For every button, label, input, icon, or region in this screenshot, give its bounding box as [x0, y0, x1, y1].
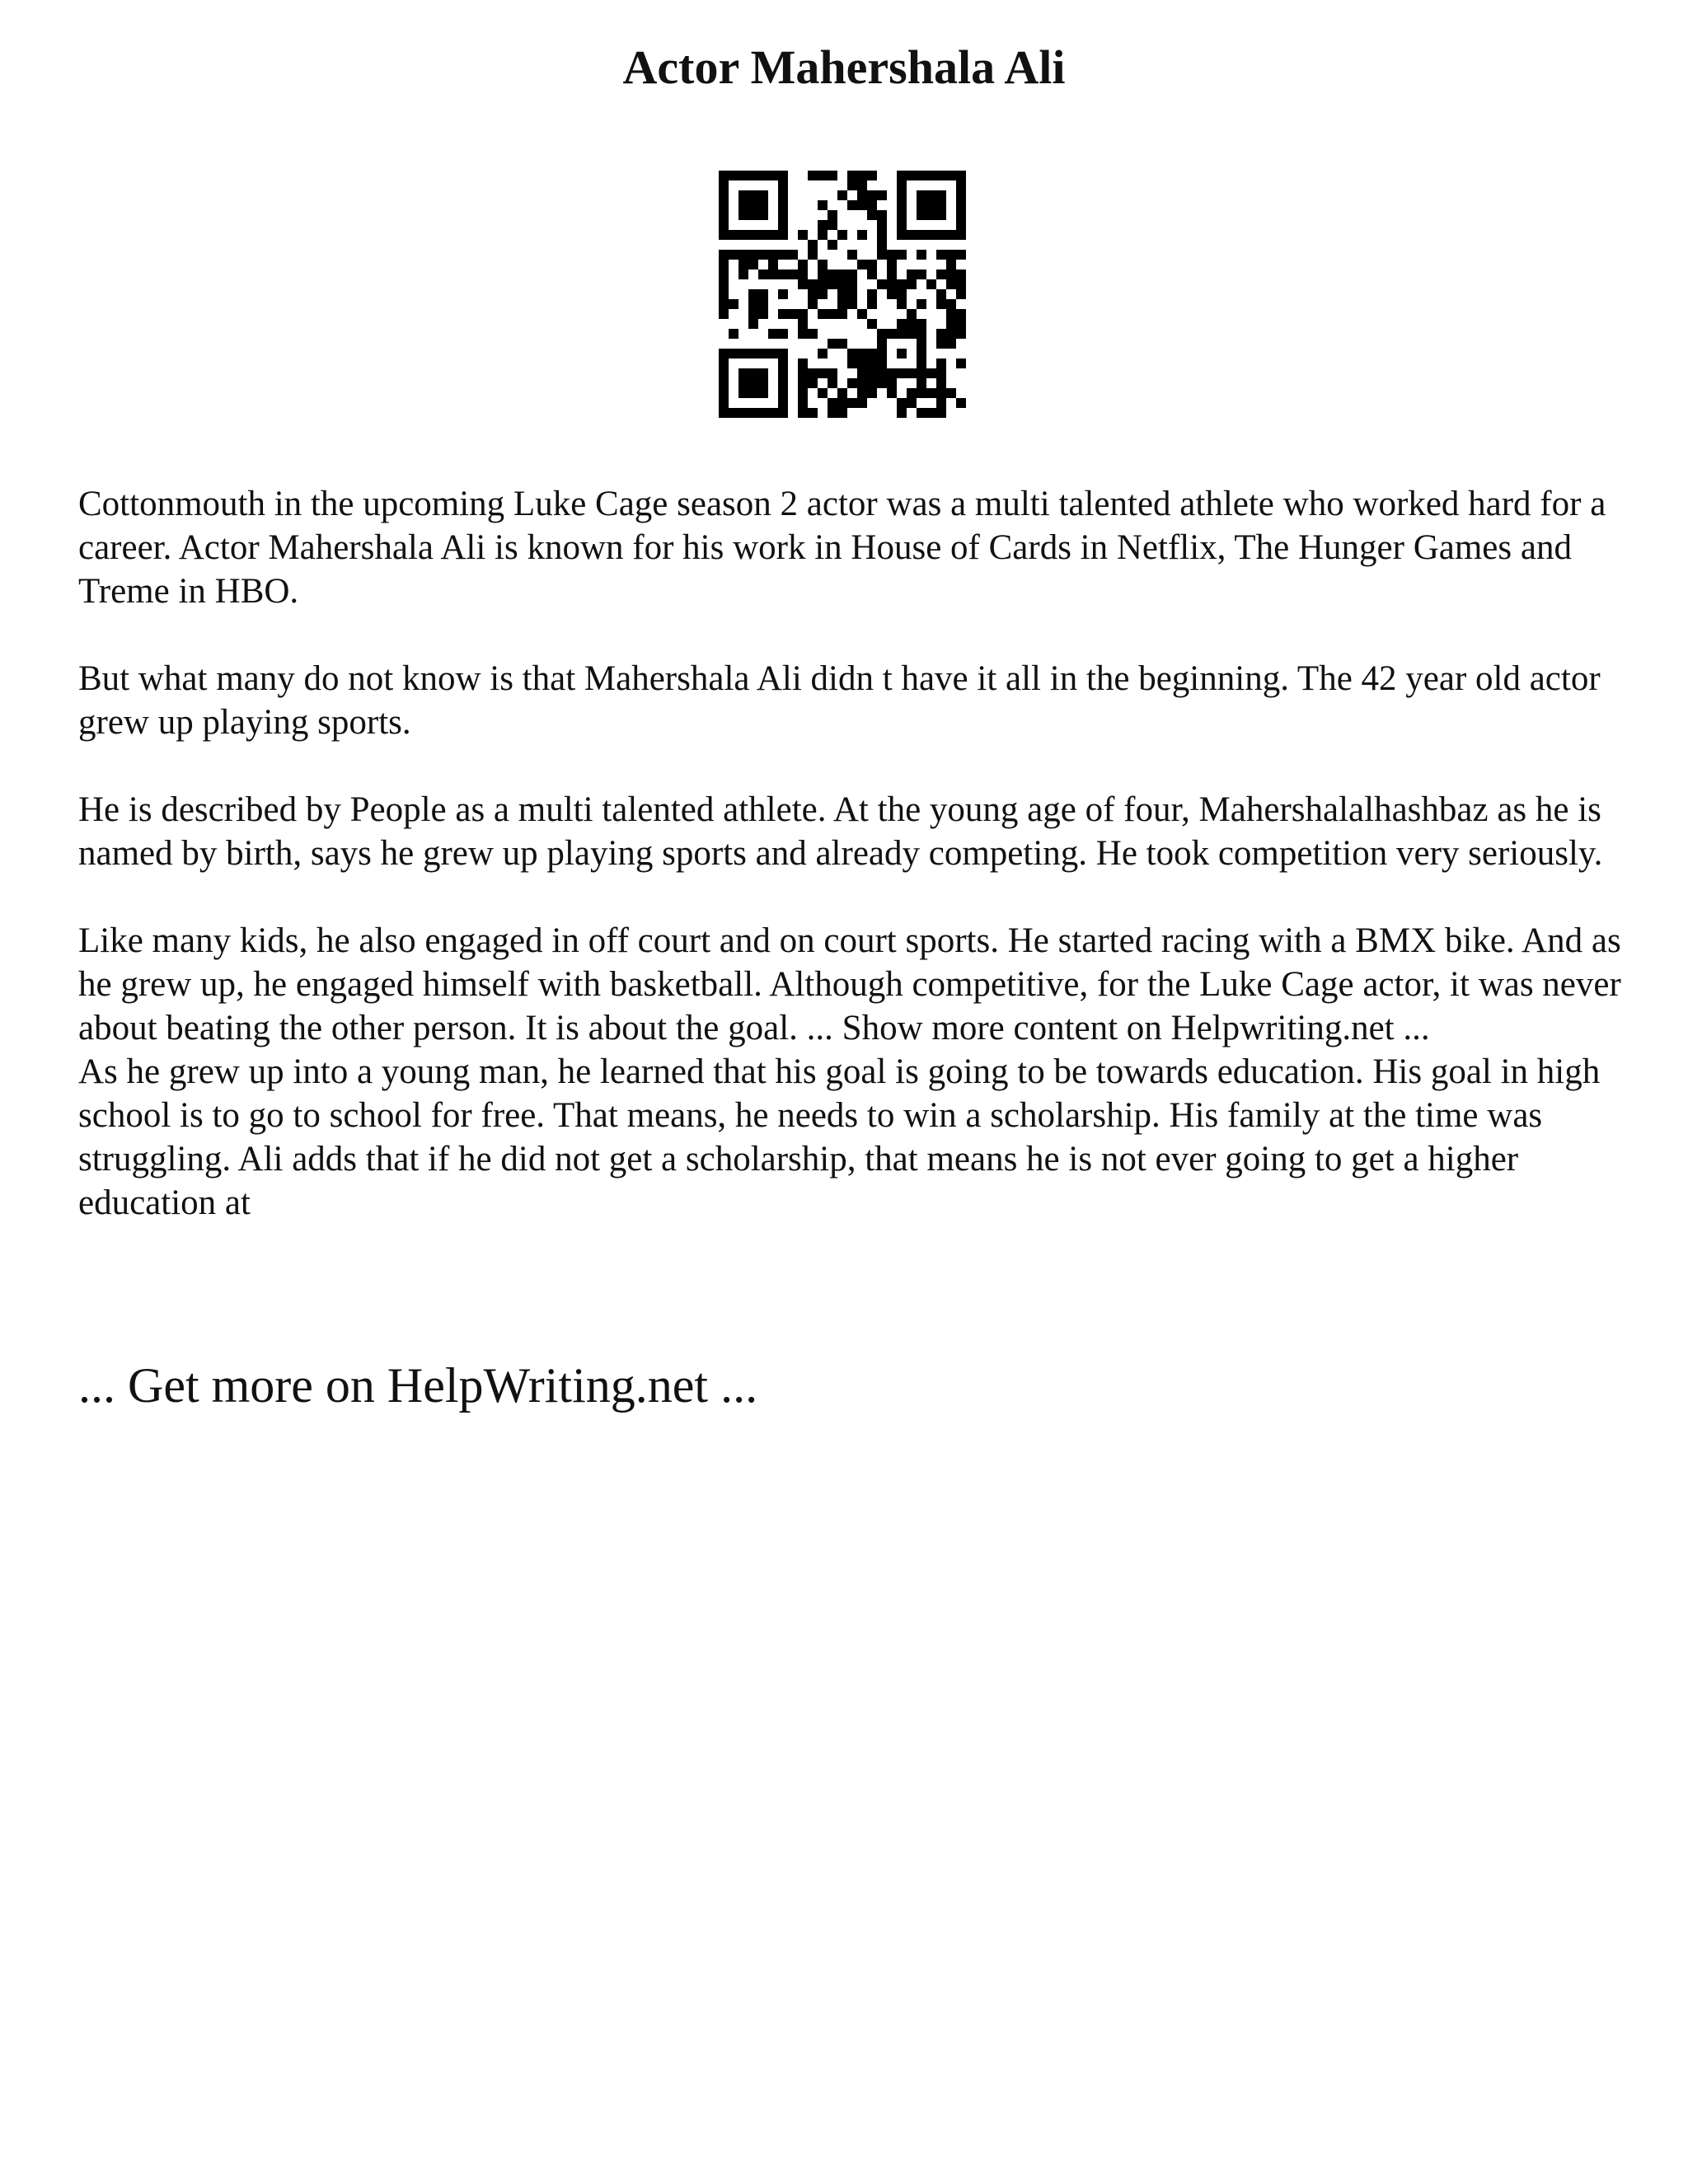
- paragraph-1: Cottonmouth in the upcoming Luke Cage season 2 actor was a multi talented athlete who worked hard for a career. Actor Mahershala Ali is known for his work in House of Cards in Netflix, The Hunger Games and Treme in HBO.: [78, 485, 1606, 611]
- qr-code: [719, 171, 966, 418]
- get-more-link[interactable]: ... Get more on HelpWriting.net ...: [78, 1358, 758, 1413]
- paragraph-2: But what many do not know is that Mahershala Ali didn t have it all in the beginning. The 42 year old actor grew up playing sports.: [78, 659, 1601, 742]
- page-title: Actor Mahershala Ali: [622, 40, 1066, 94]
- paragraph-3: He is described by People as a multi talented athlete. At the young age of four, Mahershalalhashbaz as he is named by birth, says he grew up playing sports and already competing. He took competition very seriously.: [78, 790, 1603, 873]
- article-body: [78, 482, 1628, 1268]
- paragraph-5: As he grew up into a young man, he learned that his goal is going to be towards education. His goal in high school is to go to school for free. That means, he needs to win a scholarship. His family at the time was struggling. Ali adds that if he did not get a scholarship, that means he is not ever going to get a higher education at: [78, 1052, 1601, 1222]
- paragraph-4: Like many kids, he also engaged in off court and on court sports. He started racing with a BMX bike. And as he grew up, he engaged himself with basketball. Although competitive, for the Luke Cage actor, it was never about beating the other person. It is about the goal. ... Show more content on Helpwriting.net ...: [78, 921, 1621, 1047]
